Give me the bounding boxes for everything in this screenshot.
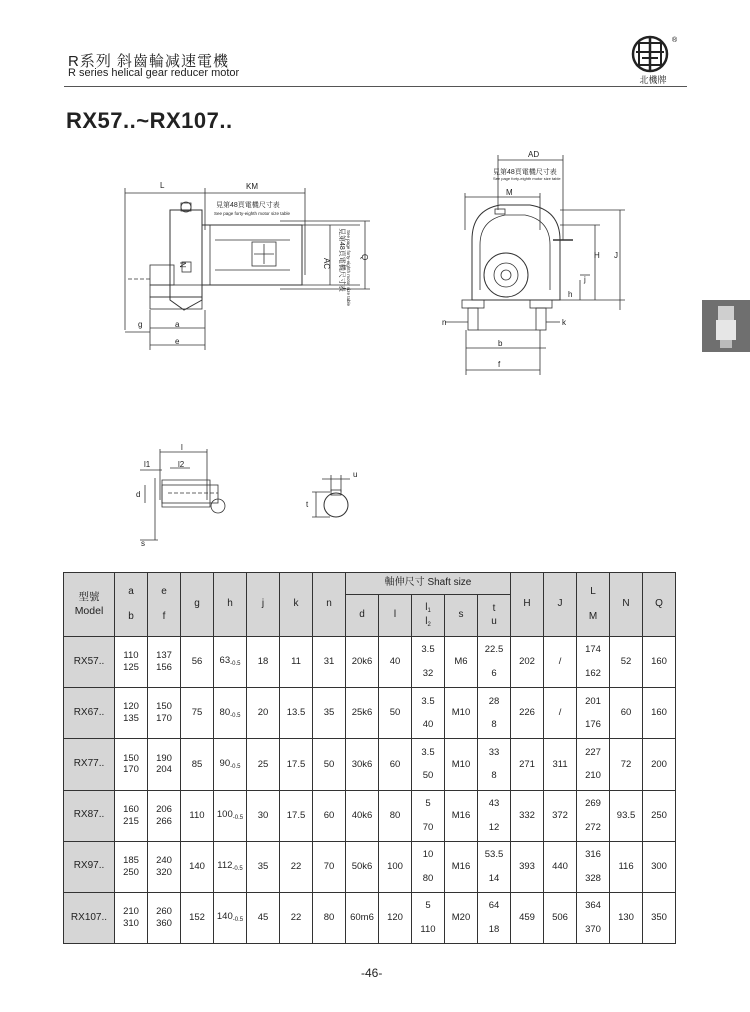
dim-label-h: h: [568, 290, 573, 299]
table-row: [64, 841, 709, 892]
dim-label-s: s: [141, 539, 145, 548]
cell-a-b: 110 125: [115, 637, 148, 688]
dim-label-l: l: [181, 443, 183, 452]
cell-l: 60: [379, 739, 412, 790]
dim-label-AD: AD: [528, 150, 540, 159]
cell-h: $100_{-0.5}$: [214, 790, 247, 841]
cell-h: $112_{-0.5}$: [214, 841, 247, 892]
cell-s: M6: [445, 637, 478, 688]
cell-g: 75: [181, 688, 214, 739]
registered-mark: ®: [672, 37, 678, 44]
cell-n: 60: [313, 790, 346, 841]
cell-k: 13.5: [280, 688, 313, 739]
header-model: 型號 Model: [64, 573, 115, 637]
dim-label-e: e: [175, 337, 180, 346]
dim-label-n: n: [442, 318, 447, 327]
table-row: [64, 790, 709, 841]
cell-N: 60: [610, 688, 643, 739]
header-d: d: [346, 595, 379, 637]
cell-s: M20: [445, 892, 478, 943]
dim-label-KM: KM: [246, 182, 258, 191]
cell-e-f: 190 204: [148, 739, 181, 790]
dim-label-b: b: [498, 339, 503, 348]
cell-l: 100: [379, 841, 412, 892]
cell-L-M: 269 272: [577, 790, 610, 841]
dim-label-g: g: [138, 320, 143, 329]
table-row: [64, 739, 709, 790]
logo-caption: 北機牌: [639, 75, 667, 85]
cell-t-u: 64 18: [478, 892, 511, 943]
cell-Q: 200: [643, 739, 676, 790]
cell-d: 50k6: [346, 841, 379, 892]
cell-l1-l2: 3.5 50: [412, 739, 445, 790]
header-title-en: R series helical gear reducer motor: [68, 67, 240, 79]
cell-l: 40: [379, 637, 412, 688]
motor-note-cn: 見第48頁電機尺寸表: [216, 202, 280, 209]
cell-model: RX77..: [64, 739, 115, 790]
cell-k: 22: [280, 892, 313, 943]
header-a-b: a b: [115, 573, 148, 637]
cell-j: 25: [247, 739, 280, 790]
page-title: RX57..~RX107..: [66, 108, 233, 133]
motor-note-cn-2: 見第48頁電機尺寸表: [493, 169, 557, 176]
cell-k: 11: [280, 637, 313, 688]
dim-label-M: M: [506, 188, 513, 197]
cell-model: RX97..: [64, 841, 115, 892]
cell-Q: 300: [643, 841, 676, 892]
cell-J: 440: [544, 841, 577, 892]
cell-Q: 250: [643, 790, 676, 841]
cell-Q: 160: [643, 688, 676, 739]
dim-label-l2: l2: [178, 460, 185, 469]
table-row: [64, 688, 709, 739]
header-shaft-size: 軸伸尺寸 Shaft size: [346, 573, 511, 595]
cell-l1-l2: 3.5 32: [412, 637, 445, 688]
cell-d: 60m6: [346, 892, 379, 943]
cell-n: 31: [313, 637, 346, 688]
cell-h: $140_{-0.5}$: [214, 892, 247, 943]
dim-label-j: j: [584, 275, 586, 284]
table-row: [64, 637, 709, 688]
motor-note-en-vertical: See page forty-eighth motor size table: [346, 230, 351, 307]
dim-label-d: d: [136, 490, 141, 499]
cell-s: M16: [445, 790, 478, 841]
dim-label-u: u: [353, 470, 358, 479]
header-g: g: [181, 573, 214, 637]
cell-H: 393: [511, 841, 544, 892]
cell-H: 332: [511, 790, 544, 841]
cell-d: 30k6: [346, 739, 379, 790]
cell-t-u: 53.5 14: [478, 841, 511, 892]
header-l1-l2: $l_1$ $l_2$: [412, 595, 445, 637]
cell-J: /: [544, 688, 577, 739]
cell-H: 226: [511, 688, 544, 739]
dim-label-t: t: [306, 500, 309, 509]
cell-j: 45: [247, 892, 280, 943]
motor-note-en-2: See page forty-eighth motor size table: [493, 176, 561, 181]
dim-label-J: J: [614, 251, 618, 260]
cell-l1-l2: 5 70: [412, 790, 445, 841]
dim-label-N: N: [178, 262, 187, 268]
cell-l1-l2: 10 80: [412, 841, 445, 892]
cell-model: RX57..: [64, 637, 115, 688]
header-t-u: t u: [478, 595, 511, 637]
cell-t-u: 33 8: [478, 739, 511, 790]
cell-N: 116: [610, 841, 643, 892]
cell-model: RX67..: [64, 688, 115, 739]
cell-l: 120: [379, 892, 412, 943]
header-title-cn: R系列 斜齒輪减速電機: [68, 53, 230, 70]
cell-h: $63_{-0.5}$: [214, 637, 247, 688]
cell-j: 20: [247, 688, 280, 739]
cell-l: 50: [379, 688, 412, 739]
cell-j: 30: [247, 790, 280, 841]
cell-L-M: 174 162: [577, 637, 610, 688]
cell-J: 506: [544, 892, 577, 943]
cell-d: 40k6: [346, 790, 379, 841]
cell-k: 17.5: [280, 739, 313, 790]
cell-h: $80_{-0.5}$: [214, 688, 247, 739]
cell-d: 20k6: [346, 637, 379, 688]
cell-d: 25k6: [346, 688, 379, 739]
cell-a-b: 150 170: [115, 739, 148, 790]
cell-k: 17.5: [280, 790, 313, 841]
cell-model: RX87..: [64, 790, 115, 841]
cell-L-M: 316 328: [577, 841, 610, 892]
header-l: l: [379, 595, 412, 637]
table-row: [64, 892, 709, 943]
dim-label-AC: AC: [322, 258, 331, 270]
cell-N: 72: [610, 739, 643, 790]
header-h: h: [214, 573, 247, 637]
cell-j: 18: [247, 637, 280, 688]
dim-label-H: H: [594, 251, 600, 260]
cell-e-f: 206 266: [148, 790, 181, 841]
cell-l1-l2: 3.5 40: [412, 688, 445, 739]
dim-label-k: k: [562, 318, 566, 327]
cell-L-M: 201 176: [577, 688, 610, 739]
dim-label-l1: l1: [144, 460, 151, 469]
cell-H: 271: [511, 739, 544, 790]
cell-n: 70: [313, 841, 346, 892]
cell-H: 459: [511, 892, 544, 943]
cell-t-u: 43 12: [478, 790, 511, 841]
cell-e-f: 150 170: [148, 688, 181, 739]
header-k: k: [280, 573, 313, 637]
header-j: j: [247, 573, 280, 637]
cell-J: 311: [544, 739, 577, 790]
cell-model: RX107..: [64, 892, 115, 943]
cell-h: $90_{-0.5}$: [214, 739, 247, 790]
cell-J: 372: [544, 790, 577, 841]
header-n: n: [313, 573, 346, 637]
cell-g: 140: [181, 841, 214, 892]
motor-note-cn-vertical: 見第48頁電機尺寸表: [338, 228, 345, 292]
header-s: s: [445, 595, 478, 637]
cell-a-b: 120 135: [115, 688, 148, 739]
header-H: H: [511, 573, 544, 637]
dim-label-a: a: [175, 320, 180, 329]
dimension-table: [63, 572, 709, 944]
cell-e-f: 137 156: [148, 637, 181, 688]
page-number: -46-: [361, 966, 383, 980]
cell-a-b: 160 215: [115, 790, 148, 841]
header-Q: Q: [643, 573, 676, 637]
cell-t-u: 22.5 6: [478, 637, 511, 688]
cell-N: 93.5: [610, 790, 643, 841]
header-N: N: [610, 573, 643, 637]
dim-label-Q: Q: [360, 254, 369, 261]
keyway-section-view: [312, 475, 350, 517]
cell-e-f: 240 320: [148, 841, 181, 892]
cell-a-b: 210 310: [115, 892, 148, 943]
cell-Q: 160: [643, 637, 676, 688]
dim-label-f: f: [498, 360, 501, 369]
cell-N: 130: [610, 892, 643, 943]
cell-L-M: 364 370: [577, 892, 610, 943]
cell-s: M16: [445, 841, 478, 892]
cell-n: 50: [313, 739, 346, 790]
cell-a-b: 185 250: [115, 841, 148, 892]
cell-g: 56: [181, 637, 214, 688]
table-body: [64, 637, 709, 944]
cell-n: 80: [313, 892, 346, 943]
cell-L-M: 227 210: [577, 739, 610, 790]
dim-label-L: L: [160, 181, 165, 190]
cell-n: 35: [313, 688, 346, 739]
motor-note-en: See page forty-eighth motor size table: [214, 211, 291, 216]
cell-l: 80: [379, 790, 412, 841]
cell-e-f: 260 360: [148, 892, 181, 943]
header-J: J: [544, 573, 577, 637]
header-L-M: L M: [577, 573, 610, 637]
cell-Q: 350: [643, 892, 676, 943]
cell-H: 202: [511, 637, 544, 688]
cell-s: M10: [445, 739, 478, 790]
cell-g: 110: [181, 790, 214, 841]
cell-k: 22: [280, 841, 313, 892]
front-view: [445, 155, 625, 375]
cell-s: M10: [445, 688, 478, 739]
cell-N: 52: [610, 637, 643, 688]
cell-g: 85: [181, 739, 214, 790]
cell-J: /: [544, 637, 577, 688]
cell-g: 152: [181, 892, 214, 943]
cell-l1-l2: 5 110: [412, 892, 445, 943]
header-e-f: e f: [148, 573, 181, 637]
cell-t-u: 28 8: [478, 688, 511, 739]
cell-j: 35: [247, 841, 280, 892]
